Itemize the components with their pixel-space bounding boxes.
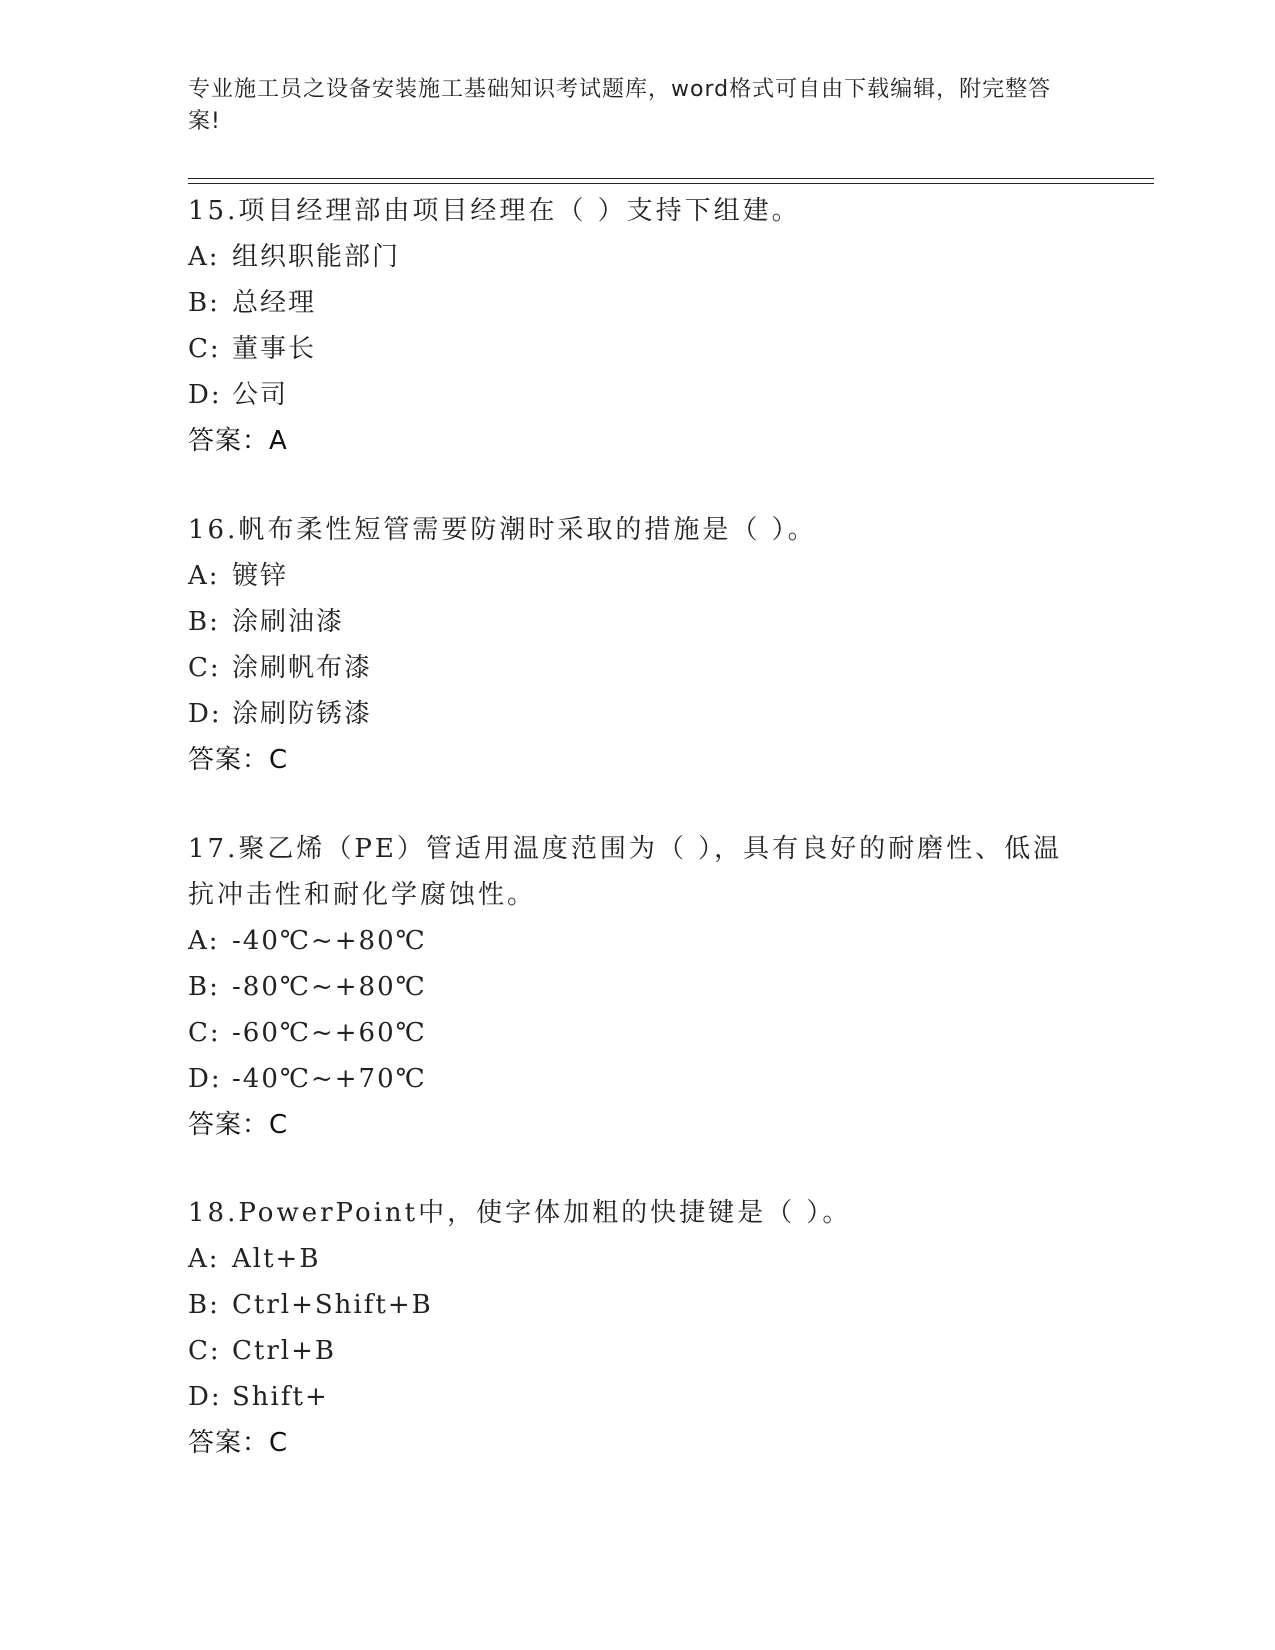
question-15 [188,188,1088,464]
option-text: -80℃~+80℃ [232,972,427,1002]
option-text: 总经理 [232,288,317,318]
option-b [188,280,1088,326]
option-letter: C: [188,1018,221,1048]
option-letter: C: [188,334,221,364]
option-letter: A: [188,926,220,956]
option-text: 公司 [232,380,289,410]
option-b [188,1282,1088,1328]
question-stem: 15.项目经理部由项目经理在（ ）支持下组建。 [188,196,801,226]
answer-line: 答案：A [188,426,288,456]
option-text: -60℃~+60℃ [232,1018,427,1048]
question-stem: 18.PowerPoint中，使字体加粗的快捷键是（ ）。 [188,1198,852,1228]
option-b [188,964,1088,1010]
option-text: 董事长 [232,334,317,364]
option-text: 涂刷油漆 [232,607,345,637]
option-c [188,1010,1088,1056]
option-d [188,1374,1088,1420]
option-letter: D: [188,1382,222,1412]
option-d [188,691,1088,737]
option-text: Ctrl+Shift+B [232,1290,433,1320]
option-text: 涂刷帆布漆 [232,653,373,683]
option-c [188,645,1088,691]
option-a [188,553,1088,599]
option-letter: B: [188,288,220,318]
option-letter: A: [188,1244,220,1274]
question-17 [188,826,1088,1148]
option-letter: A: [188,242,220,272]
question-stem: 17.聚乙烯（PE）管适用温度范围为（ ），具有良好的耐磨性、低温抗冲击性和耐化学腐蚀性。 [188,834,1063,910]
option-b [188,599,1088,645]
answer-line: 答案：C [188,1428,289,1458]
option-d [188,372,1088,418]
question-18 [188,1190,1088,1466]
option-a [188,1236,1088,1282]
option-c [188,326,1088,372]
header-divider-bottom [188,183,1154,184]
option-a [188,918,1088,964]
option-text: -40℃~+70℃ [232,1064,427,1094]
option-a [188,234,1088,280]
option-letter: D: [188,1064,222,1094]
option-text: Alt+B [232,1244,321,1274]
option-text: 组织职能部门 [232,242,401,272]
option-letter: B: [188,1290,220,1320]
option-letter: B: [188,607,220,637]
option-text: 镀锌 [232,561,289,591]
option-d [188,1056,1088,1102]
option-c [188,1328,1088,1374]
question-16 [188,507,1088,783]
option-letter: C: [188,1336,221,1366]
document-header: 专业施工员之设备安装施工基础知识考试题库，word格式可自由下载编辑，附完整答案! [188,77,1052,134]
option-letter: A: [188,561,220,591]
option-text: Shift+ [232,1382,329,1412]
option-text: -40℃~+80℃ [232,926,427,956]
option-letter: B: [188,972,220,1002]
answer-line: 答案：C [188,745,289,775]
question-stem: 16.帆布柔性短管需要防潮时采取的措施是（ ）。 [188,515,817,545]
option-text: 涂刷防锈漆 [232,699,373,729]
answer-line: 答案：C [188,1110,289,1140]
option-letter: C: [188,653,221,683]
option-letter: D: [188,380,222,410]
option-text: Ctrl+B [232,1336,336,1366]
option-letter: D: [188,699,222,729]
header-divider-top [188,178,1154,179]
